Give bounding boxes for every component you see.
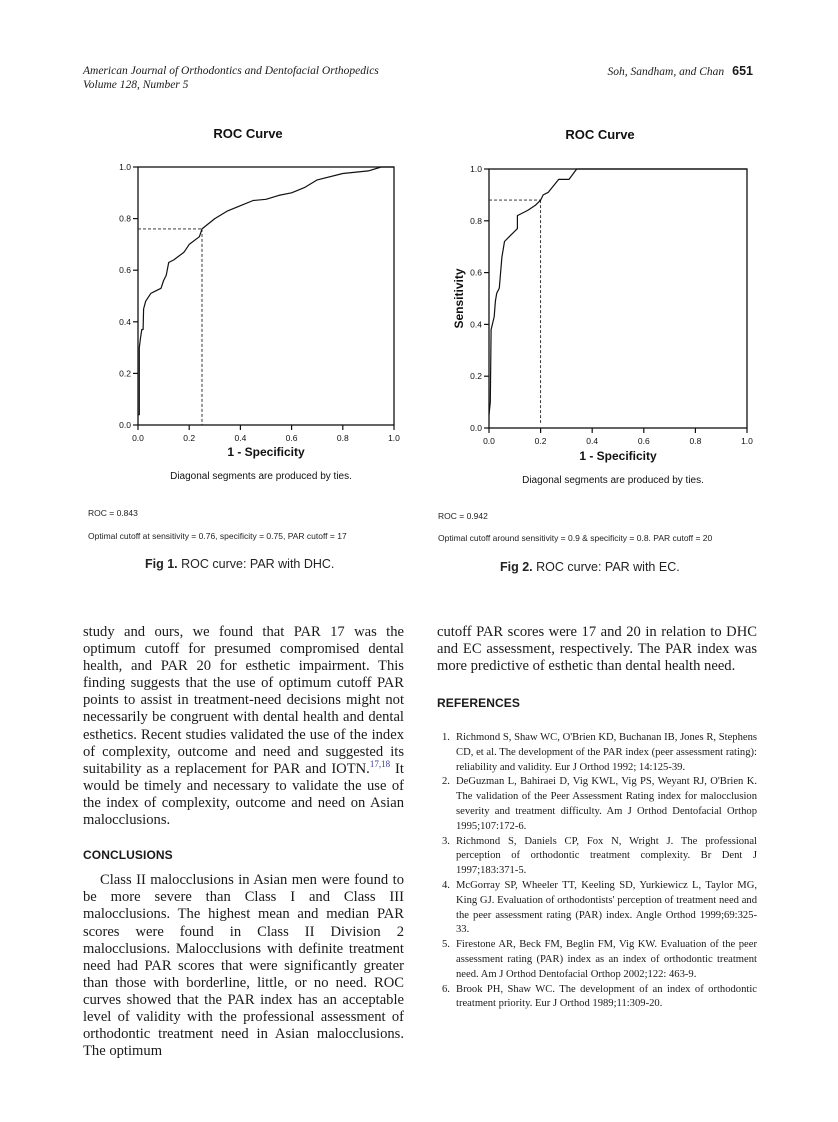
caption-text-2: ROC curve: PAR with EC. [536,560,680,574]
references-list [437,731,757,1012]
reference-number: 4. [442,879,450,891]
y-tick-label: 0.0 [119,420,131,430]
reference-number: 3. [442,835,450,847]
x-tick-label: 0.4 [586,436,599,446]
x-tick-label: 0.6 [285,433,298,443]
right-column [437,624,757,720]
figure-caption-2 [500,560,680,574]
paragraph-text: study and ours, we found that PAR 17 was the optimum cutoff for presumed compromised dental health, and PAR 20 for esthetic impairment. This finding suggests that the use of optimum cutoff PAR points to assist in treatment-need decisions might not necessarily be congruent with dental health and dental esthetics. Recent studies validated the use of the index of complexity, outcome and need and suggested its suitability as a replacement for PAR and IOTN. [83,624,404,777]
reference-item [437,835,757,879]
roc-chart-2 [0,0,838,500]
reference-text: Firestone AR, Beck FM, Beglin FM, Vig KW. Evaluation of the peer assessment rating (PAR) index as an index of orthodontic treatment need. Am J Orthod Dentofacial Orthop 2002;122: 463-9. [456,939,757,980]
authors: Soh, Sandham, and Chan [607,66,725,78]
roc-curve-line [489,169,747,415]
optimal-cutoff-1: Optimal cutoff at sensitivity = 0.76, specificity = 0.75, PAR cutoff = 17 [88,531,347,541]
y-tick-label: 0.8 [119,213,131,224]
chart-note: Diagonal segments are produced by ties. [522,475,704,486]
x-tick-label: 0.2 [534,436,547,446]
y-tick-label: 0.4 [470,319,482,330]
caption-text-1: ROC curve: PAR with DHC. [181,557,335,571]
x-tick-label: 0.8 [336,433,349,443]
paragraph-discussion [83,624,404,829]
x-axis-label: 1 - Specificity [579,449,657,463]
reference-number: 2. [442,776,450,788]
paragraph-conclusions-cont: cutoff PAR scores were 17 and 20 in relation to DHC and EC assessment, respectively. The PAR index was more predictive of esthetic than dental health need. [437,624,757,675]
reference-item [437,775,757,834]
y-tick-label: 0.6 [119,265,131,276]
y-tick-label: 1.0 [470,164,482,174]
reference-text: Richmond S, Shaw WC, O'Brien KD, Buchanan IB, Jones R, Stephens CD, et al. The development of the PAR index (peer assessment rating): reliability and validity. Eur J Orthod 1992; 14:125-39. [456,732,757,773]
x-tick-label: 1.0 [388,433,400,443]
reference-text: Richmond S, Daniels CP, Fox N, Wright J. The professional perception of orthodontic treatment complexity. Br Dent J 1997;183:371-5. [456,835,757,877]
x-tick-label: 0.0 [132,433,144,443]
x-tick-label: 0.2 [183,433,196,443]
y-axis-label: Sensitivity [452,268,466,329]
reference-item [437,731,757,775]
page-number: 651 [732,64,753,78]
plot-frame [489,169,747,428]
caption-label-1: Fig 1. [145,557,178,571]
reference-item [437,938,757,982]
reference-text: Brook PH, Shaw WC. The development of an index of orthodontic treatment priority. Eur J Orthod 1989;11:309-20. [456,983,757,1010]
x-tick-label: 0.4 [234,433,247,443]
paragraph-text: It would be timely and necessary to validate the use of the index of complexity, outcome and need on Asian malocclusions. [83,760,404,829]
reference-text: McGorray SP, Wheeler TT, Keeling SD, Yurkiewicz L, Taylor MG, King GJ. Evaluation of orthodontists' perception of treatment need and the peer assessment rating (PAR) index. Angle Orthod 1999;69:325-33. [456,879,757,936]
x-tick-label: 0.8 [689,436,702,446]
x-axis-label: 1 - Specificity [227,445,305,459]
roc-value-1: ROC = 0.843 [88,508,138,518]
x-tick-label: 0.0 [483,436,495,446]
roc-value-2: ROC = 0.942 [438,511,488,521]
chart-note: Diagonal segments are produced by ties. [170,471,352,482]
y-tick-label: 0.4 [119,316,131,327]
reference-number: 1. [442,732,450,743]
conclusions-heading: CONCLUSIONS [83,848,173,863]
y-tick-label: 0.0 [470,423,482,433]
y-tick-label: 0.2 [470,371,482,382]
reference-text: DeGuzman L, Bahiraei D, Vig KWL, Vig PS, Weyant RJ, O'Brien K. The validation of the Peer Assessment Rating index for malocclusion severity and treatment difficulty. Am J Orthod Dentofacial Orthop 1995;107:172-6. [456,776,757,832]
chart-title: ROC Curve [565,127,635,142]
optimal-cutoff-2: Optimal cutoff around sensitivity = 0.9 & specificity = 0.8. PAR cutoff = 20 [438,533,713,543]
y-tick-label: 1.0 [119,162,131,172]
paragraph-conclusions: Class II malocclusions in Asian men were found to be more severe than Class I and Class III malocclusions. The highest mean and median PAR scores were found in Class II Division 2 malocclusions. Malocclusions with definite treatment need had PAR scores that were significantly greater than those with borderline, little, or no need. ROC curves showed that the PAR index has an acceptable level of validity with the professional assessment of orthodontic treatment need in Asian malocclusions. The optimum [83,872,404,1060]
references-heading: REFERENCES [437,696,521,711]
citation-17-18[interactable]: 17,18 [369,758,391,769]
journal-title: American Journal of Orthodontics and Dentofacial Orthopedics [83,65,379,77]
y-tick-label: 0.8 [470,215,482,226]
journal-volume: Volume 128, Number 5 [83,79,189,91]
y-tick-label: 0.2 [119,368,131,379]
caption-label-2: Fig 2. [500,560,533,574]
chart-title: ROC Curve [213,126,283,141]
y-tick-label: 0.6 [470,267,482,278]
left-column [83,624,404,1060]
x-tick-label: 1.0 [741,436,753,446]
reference-item [437,879,757,938]
x-tick-label: 0.6 [637,436,650,446]
reference-number: 5. [442,939,450,951]
reference-number: 6. [442,983,450,995]
reference-item [437,983,757,1013]
